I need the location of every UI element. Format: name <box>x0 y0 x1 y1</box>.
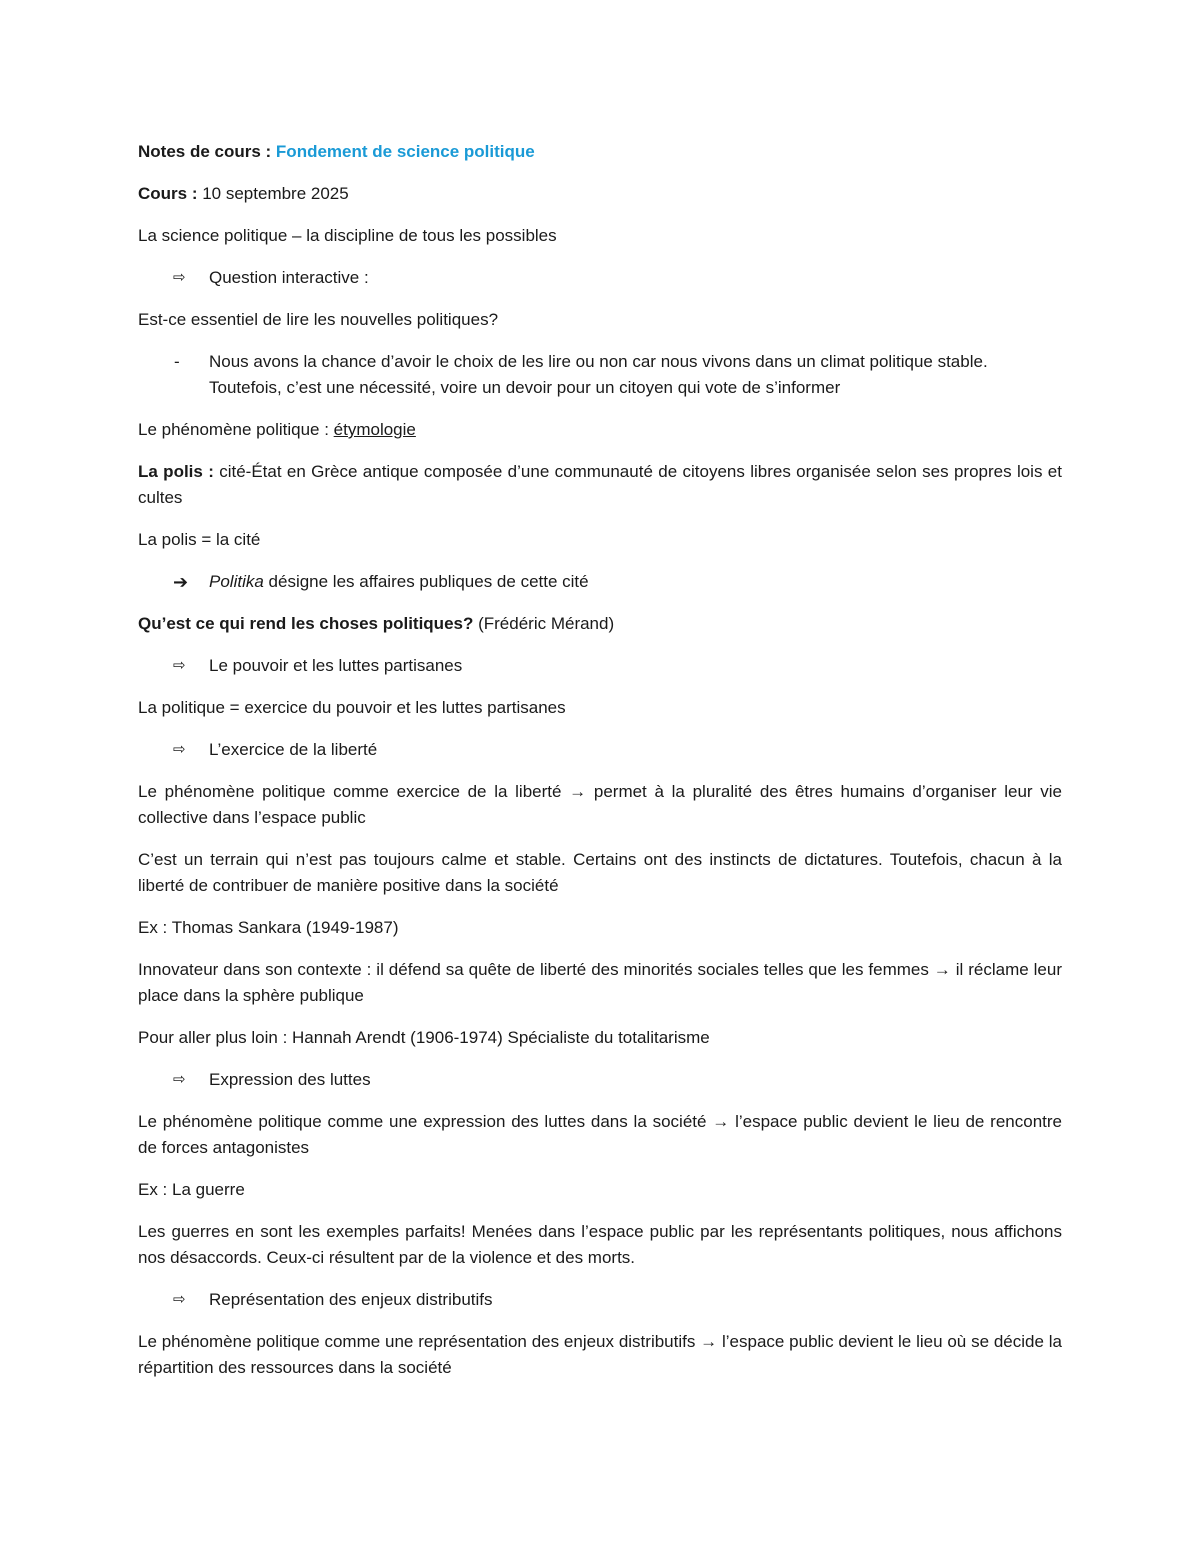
course-date-value: 10 septembre 2025 <box>197 184 349 203</box>
solid-arrow-icon: ➔ <box>173 572 189 592</box>
bullet-distributifs <box>138 1287 1062 1313</box>
question-line: Est-ce essentiel de lire les nouvelles politiques? <box>138 310 499 329</box>
innovateur-paragraph: Innovateur dans son contexte : il défend sa quête de liberté des minorités sociales telles que les femmes → il réclame leur place dans la sphère publique <box>138 960 1062 1005</box>
document-page <box>138 139 1062 1397</box>
hollow-arrow-icon: ⇨ <box>173 657 186 674</box>
merand-line <box>138 611 1062 637</box>
politika-text: désigne les affaires publiques de cette cité <box>263 572 589 591</box>
bullet-pouvoir-text: Le pouvoir et les luttes partisanes <box>209 656 463 675</box>
bullet-liberte <box>138 737 1062 763</box>
bullet-luttes <box>138 1067 1062 1093</box>
polis-definition <box>138 459 1062 511</box>
sankara-example: Ex : Thomas Sankara (1949-1987) <box>138 918 399 937</box>
answer-text: Nous avons la chance d’avoir le choix de les lire ou non car nous vivons dans un climat politique stable. Toutefois, c’est une nécessité, voire un devoir pour un citoyen qui vote de s’informer <box>209 352 988 397</box>
liberte-paragraph: Le phénomène politique comme exercice de la liberté → permet à la pluralité des êtres humains d’organiser leur vie collective dans l’espace public <box>138 782 1062 827</box>
merand-question: Qu’est ce qui rend les choses politiques? <box>138 614 474 633</box>
bullet-pouvoir <box>138 653 1062 679</box>
etymologie-text: étymologie <box>333 420 416 439</box>
merand-author: (Frédéric Mérand) <box>473 614 615 633</box>
polis-equation: La polis = la cité <box>138 530 261 549</box>
answer-item <box>138 349 1062 401</box>
document-heading <box>138 139 1062 165</box>
bullet-question <box>138 265 1062 291</box>
phenomene-line <box>138 417 1062 443</box>
bullet-luttes-text: Expression des luttes <box>209 1070 371 1089</box>
intro-line: La science politique – la discipline de tous les possibles <box>138 226 557 245</box>
course-date-label: Cours : <box>138 184 198 203</box>
bullet-question-text: Question interactive : <box>209 268 369 287</box>
course-date-line <box>138 181 1062 207</box>
politique-equation: La politique = exercice du pouvoir et les luttes partisanes <box>138 698 566 717</box>
luttes-paragraph: Le phénomène politique comme une expression des luttes dans la société → l’espace public devient le lieu de rencontre de forces antagonistes <box>138 1112 1062 1157</box>
phenomene-prefix: Le phénomène politique : <box>138 420 334 439</box>
hollow-arrow-icon: ⇨ <box>173 269 186 286</box>
heading-prefix: Notes de cours : <box>138 142 276 161</box>
arendt-line: Pour aller plus loin : Hannah Arendt (1906-1974) Spécialiste du totalitarisme <box>138 1028 710 1047</box>
bullet-liberte-text: L’exercice de la liberté <box>209 740 378 759</box>
terrain-paragraph: C’est un terrain qui n’est pas toujours calme et stable. Certains ont des instincts de dictatures. Toutefois, chacun à la liberté de contribuer de manière positive dans la société <box>138 850 1062 895</box>
hollow-arrow-icon: ⇨ <box>173 1291 186 1308</box>
course-title: Fondement de science politique <box>275 142 535 161</box>
politika-term: Politika <box>209 572 264 591</box>
hollow-arrow-icon: ⇨ <box>173 1071 186 1088</box>
polis-label: La polis : <box>138 462 214 481</box>
distributifs-paragraph: Le phénomène politique comme une représentation des enjeux distributifs → l’espace public devient le lieu où se décide la répartition des ressources dans la société <box>138 1332 1062 1377</box>
bullet-politika <box>138 569 1062 595</box>
hollow-arrow-icon: ⇨ <box>173 741 186 758</box>
guerres-paragraph: Les guerres en sont les exemples parfaits! Menées dans l’espace public par les représentants politiques, nous affichons nos désaccords. Ceux-ci résultent par de la violence et des morts. <box>138 1222 1062 1267</box>
dash-icon: - <box>174 352 180 371</box>
polis-text: cité-État en Grèce antique composée d’une communauté de citoyens libres organisée selon ses propres lois et cultes <box>138 462 1062 507</box>
bullet-distributifs-text: Représentation des enjeux distributifs <box>209 1290 493 1309</box>
guerre-example: Ex : La guerre <box>138 1180 245 1199</box>
